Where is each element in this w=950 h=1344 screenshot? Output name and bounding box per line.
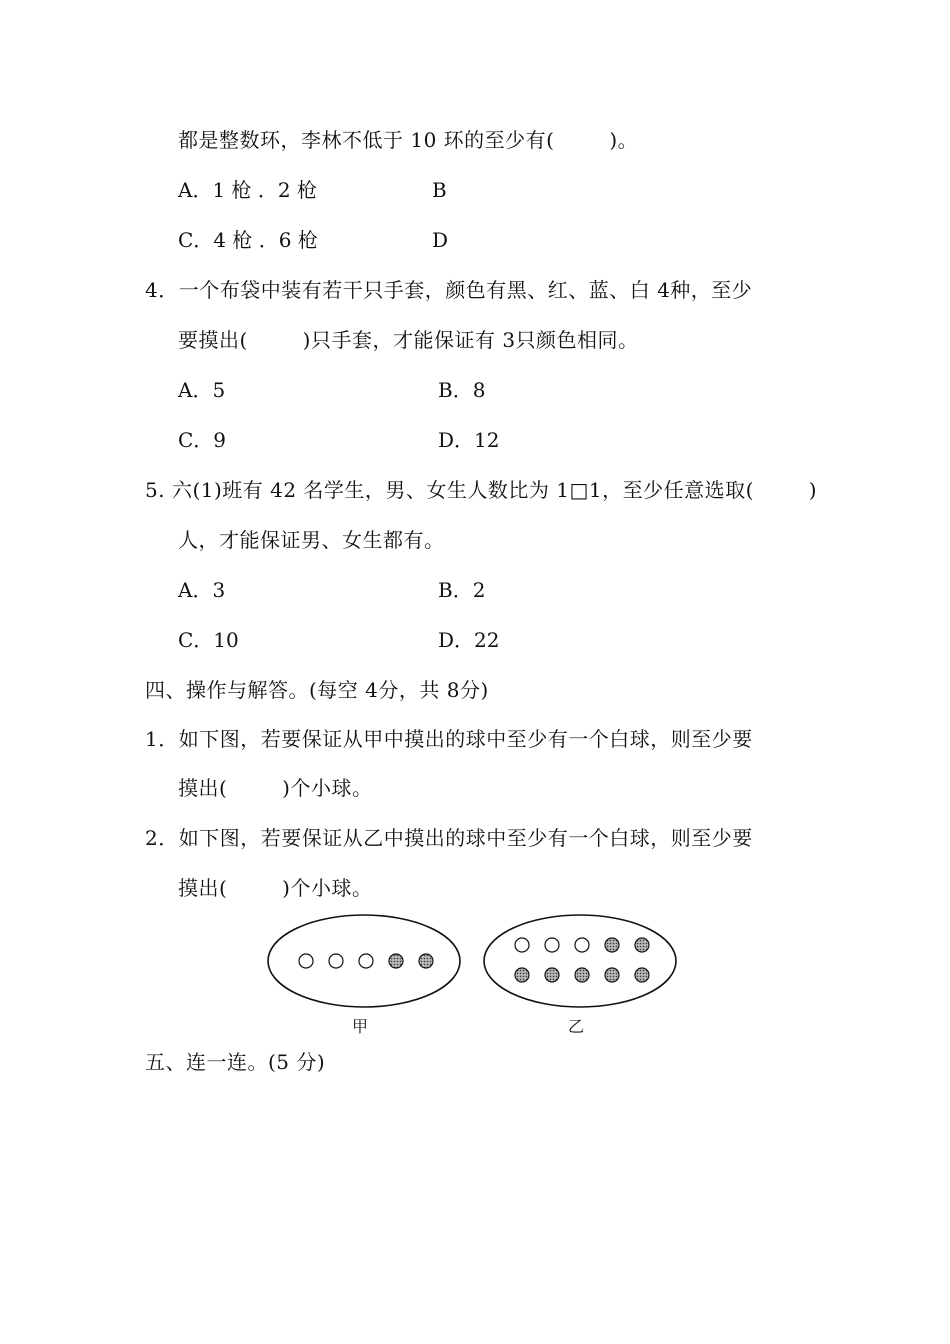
s4-q2-line1: 2．如下图，若要保证从乙中摸出的球中至少有一个白球，则至少要 xyxy=(145,826,753,850)
q5-text-line2: 人，才能保证男、女生都有。 xyxy=(178,528,445,552)
q4-option-c: C．9 xyxy=(178,428,227,452)
q4-option-b: B．8 xyxy=(438,378,486,402)
yi-label: 乙 xyxy=(568,1017,585,1036)
white-ball xyxy=(359,954,373,968)
q4-option-a: A．5 xyxy=(178,378,226,402)
q5-option-b: B．2 xyxy=(438,578,486,602)
q5-option-a: A．3 xyxy=(178,578,226,602)
white-ball xyxy=(299,954,313,968)
yi-balls xyxy=(515,938,649,982)
jia-balls xyxy=(299,954,433,968)
q3-option-c-d: C．4 枪 ．6 枪 xyxy=(178,228,318,252)
yi-oval xyxy=(484,915,676,1007)
q5-option-c: C．10 xyxy=(178,628,239,652)
gray-ball xyxy=(515,968,529,982)
section4-heading: 四、操作与解答。(每空 4分，共 8分) xyxy=(145,678,489,702)
q4-text-line1: 4．一个布袋中装有若干只手套，颜色有黑、红、蓝、白 4种，至少 xyxy=(145,278,753,302)
q3-option-a-b: A．1 枪 ．2 枪 xyxy=(178,178,317,202)
jia-label: 甲 xyxy=(352,1017,369,1036)
gray-ball xyxy=(635,968,649,982)
gray-ball xyxy=(605,938,619,952)
q5-text-line1: 5. 六(1)班有 42 名学生，男、女生人数比为 1□1，至少任意选取( ) xyxy=(145,478,818,502)
q4-option-d: D．12 xyxy=(438,428,500,452)
s4-q2-line2: 摸出( )个小球。 xyxy=(178,876,373,900)
white-ball xyxy=(329,954,343,968)
s4-q1-line2: 摸出( )个小球。 xyxy=(178,776,373,800)
gray-ball xyxy=(419,954,433,968)
q3-text-continued: 都是整数环，李林不低于 10 环的至少有( )。 xyxy=(178,128,639,152)
gray-ball xyxy=(575,968,589,982)
q3-option-b: B xyxy=(432,178,447,202)
q3-option-d: D xyxy=(432,228,449,252)
white-ball xyxy=(515,938,529,952)
gray-ball xyxy=(545,968,559,982)
section5-heading: 五、连一连。(5 分) xyxy=(145,1050,326,1074)
gray-ball xyxy=(635,938,649,952)
gray-ball xyxy=(389,954,403,968)
s4-q1-line1: 1．如下图，若要保证从甲中摸出的球中至少有一个白球，则至少要 xyxy=(145,727,753,751)
white-ball xyxy=(575,938,589,952)
white-ball xyxy=(545,938,559,952)
q5-option-d: D．22 xyxy=(438,628,500,652)
q4-text-line2: 要摸出( )只手套，才能保证有 3只颜色相同。 xyxy=(178,328,639,352)
gray-ball xyxy=(605,968,619,982)
